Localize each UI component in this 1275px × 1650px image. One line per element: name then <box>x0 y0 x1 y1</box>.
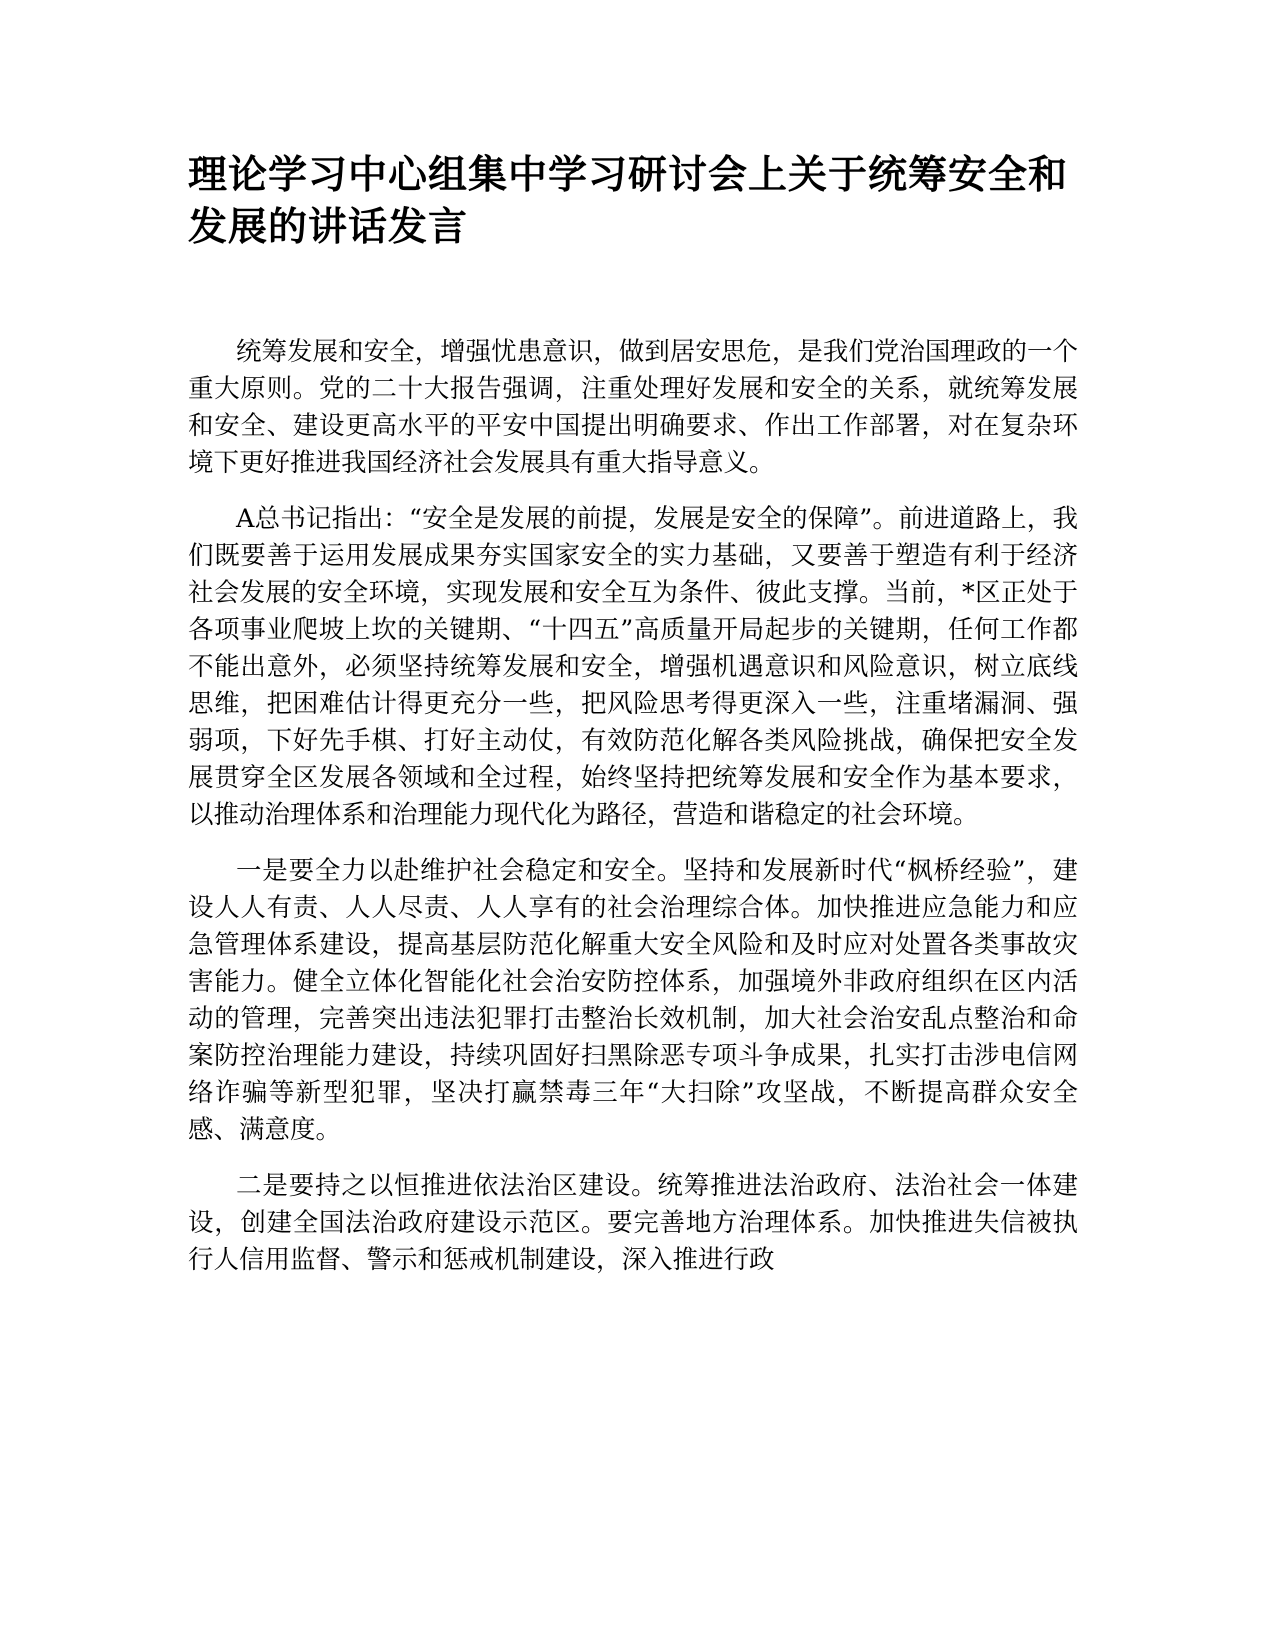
paragraph-intro: 统筹发展和安全，增强忧患意识，做到居安思危，是我们党治国理政的一个重大原则。党的二十大报告强调，注重处理好发展和安全的关系，就统筹发展和安全、建设更高水平的平安中国提出明确要求、作出工作部署，对在复杂环境下更好推进我国经济社会发展具有重大指导意义。 <box>188 337 1078 478</box>
paragraph-quote: A总书记指出：“安全是发展的前提，发展是安全的保障”。前进道路上，我们既要善于运用发展成果夯实国家安全的实力基础，又要善于塑造有利于经济社会发展的安全环境，实现发展和安全互为条件、彼此支撑。当前，*区正处于各项事业爬坡上坎的关键期、“十四五”高质量开局起步的关键期，任何工作都不能出意外，必须坚持统筹发展和安全，增强机遇意识和风险意识，树立底线思维，把困难估计得更充分一些，把风险思考得更深入一些，注重堵漏洞、强弱项，下好先手棋、打好主动仗，有效防范化解各类风险挑战，确保把安全发展贯穿全区发展各领域和全过程，始终坚持把统筹发展和安全作为基本要求，以推动治理体系和治理能力现代化为路径，营造和谐稳定的社会环境。 <box>188 504 1078 830</box>
document-body <box>188 334 1078 1279</box>
paragraph-point-two: 二是要持之以恒推进依法治区建设。统筹推进法治政府、法治社会一体建设，创建全国法治政府建设示范区。要完善地方治理体系。加快推进失信被执行人信用监督、警示和惩戒机制建设，深入推进行政 <box>188 1171 1078 1275</box>
paragraph-point-one: 一是要全力以赴维护社会稳定和安全。坚持和发展新时代“枫桥经验”，建设人人有责、人人尽责、人人享有的社会治理综合体。加快推进应急能力和应急管理体系建设，提高基层防范化解重大安全风险和及时应对处置各类事故灾害能力。健全立体化智能化社会治安防控体系，加强境外非政府组织在区内活动的管理，完善突出违法犯罪打击整治长效机制，加大社会治安乱点整治和命案防控治理能力建设，持续巩固好扫黑除恶专项斗争成果，扎实打击涉电信网络诈骗等新型犯罪，坚决打赢禁毒三年“大扫除”攻坚战，不断提高群众安全感、满意度。 <box>188 856 1078 1145</box>
document-title: 理论学习中心组集中学习研讨会上关于统筹安全和发展的讲话发言 <box>188 153 1069 250</box>
document-page <box>188 150 1078 1298</box>
